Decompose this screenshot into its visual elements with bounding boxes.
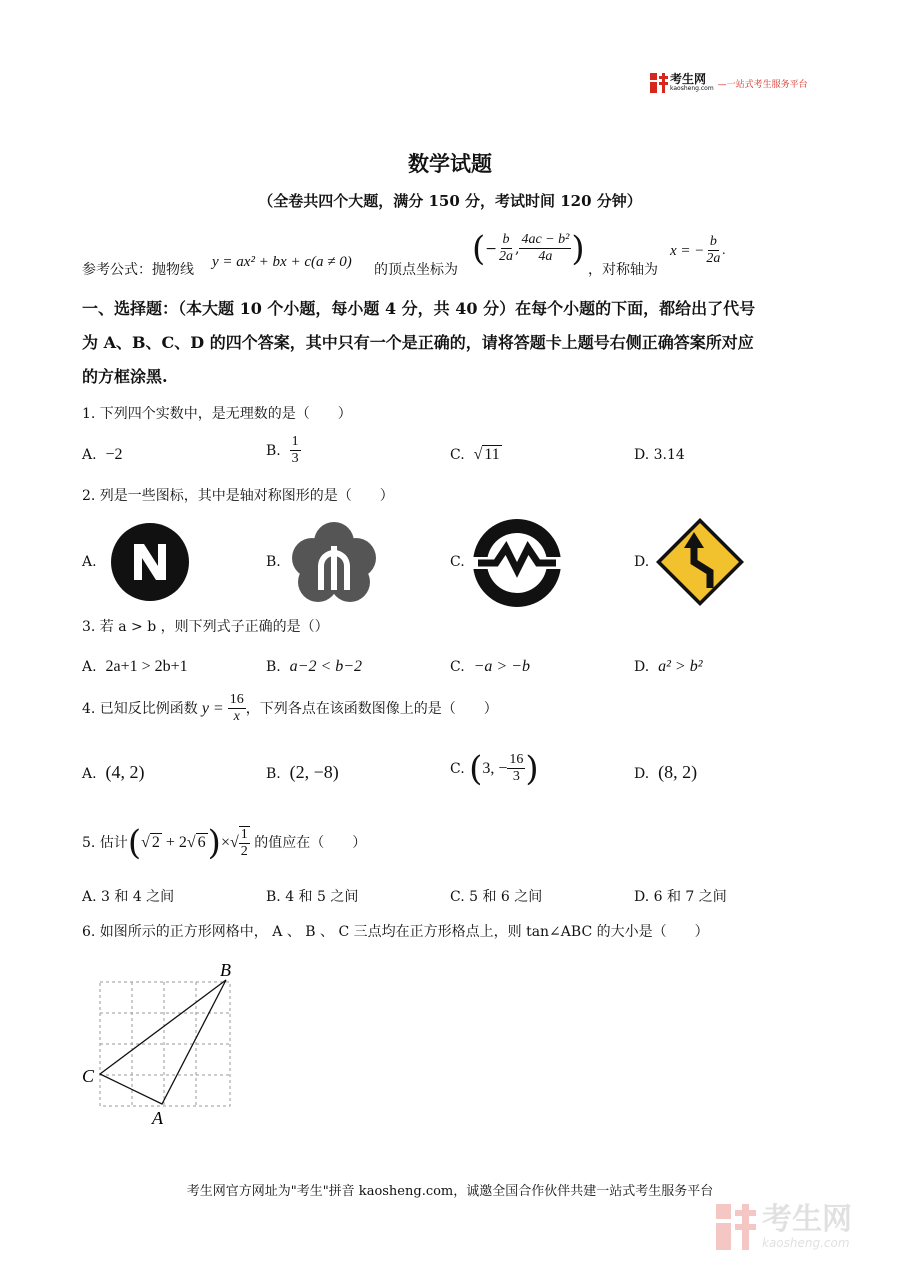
q3-option-d[interactable]: D. a² > b²	[634, 658, 703, 675]
grid-triangle-figure	[80, 958, 250, 1130]
q4-option-d[interactable]: D. (8, 2)	[634, 762, 698, 782]
page-title: 数学试题	[408, 151, 492, 176]
q4-option-b[interactable]: B. (2, −8)	[266, 762, 339, 782]
header-logo	[650, 72, 808, 94]
q5-option-b[interactable]: B. 4 和 5 之间	[266, 889, 359, 905]
metro-logo-icon	[472, 518, 562, 608]
q1-option-a[interactable]: A. −2	[82, 446, 123, 463]
formula-sym-text: ，对称轴为	[588, 262, 658, 278]
formula-vertex: ( − $\frac{b}{2a}$ , $\frac{\text{4ac − b²}}{4a}$ )	[472, 228, 585, 269]
formula-equation: y = ax² + bx + c(a ≠ 0)	[212, 254, 352, 270]
section1-instructions: 一、选择题：（本大题 10 个小题，每小题 4 分，共 40 分）在每个小题的下面，都给出了代号 为 A、B、C、D 的四个答案，其中只有一个是正确的，请将答题卡上题号右侧正确答案所对应 的方框涂黑.	[82, 299, 756, 386]
q2-option-c[interactable]: C.	[450, 554, 465, 570]
winding-road-sign-icon	[654, 516, 746, 608]
q1-option-b[interactable]: B. $\frac{1}{3}$	[266, 434, 299, 466]
n-circle-icon	[110, 522, 190, 602]
q6-stem: 6. 如图所示的正方形网格中， A 、 B 、 C 三点均在正方形格点上，则 tan∠ABC 的大小是（ ）	[82, 924, 709, 940]
brand-name: 考生网	[670, 72, 707, 86]
railway-flower-icon	[290, 520, 378, 604]
vertex-label-a: A	[152, 1108, 163, 1128]
watermark-domain: kaosheng.com	[762, 1236, 850, 1250]
q2-option-b[interactable]: B.	[266, 554, 281, 570]
formula-mid: 的顶点坐标为	[374, 262, 458, 278]
reference-formula	[82, 228, 842, 280]
formula-prefix: 参考公式：抛物线	[82, 262, 194, 278]
q4-stem: 4. 已知反比例函数 y = $\frac{16}{x}$ ，下列各点在该函数图像上的是（ ）	[82, 692, 498, 724]
page-subtitle: （全卷共四个大题，满分 150 分，考试时间 120 分钟）	[258, 192, 642, 210]
brand-domain: kaosheng.com	[670, 85, 714, 92]
q2-option-d[interactable]: D.	[634, 554, 650, 570]
brand-slogan: —一站式考生服务平台	[717, 79, 808, 90]
vertex-label-b: B	[220, 960, 231, 980]
watermark	[716, 1204, 852, 1250]
q3-option-c[interactable]: C. −a > −b	[450, 658, 530, 675]
q3-option-b[interactable]: B. a−2 < b−2	[266, 658, 363, 675]
q5-stem: 5. 估计 ( √ 2 + 2√ 6 ) ×√ $\frac{1}{2}$ 的值应在（ ）	[82, 823, 367, 863]
q1-option-d[interactable]: D. 3.14	[634, 447, 685, 463]
q5-option-a[interactable]: A. 3 和 4 之间	[82, 889, 175, 905]
q3-stem: 3. 若 a > b ，则下列式子正确的是（）	[82, 619, 329, 635]
q2-stem: 2. 列是一些图标，其中是轴对称图形的是（ ）	[82, 488, 394, 504]
q1-option-c[interactable]: C. √ 11	[450, 446, 500, 463]
formula-axis: x = − $\frac{b}{2a}$ .	[670, 234, 726, 266]
watermark-logo-icon	[716, 1204, 756, 1250]
watermark-name: 考生网	[762, 1202, 852, 1237]
footer-text: 考生网官方网址为"考生"拼音 kaosheng.com，诚邀全国合作伙伴共建一站式考生服务平台	[186, 1184, 714, 1199]
q4-option-a[interactable]: A. (4, 2)	[82, 762, 145, 782]
brand-logo-icon	[650, 73, 668, 93]
q3-option-a[interactable]: A. 2a+1 > 2b+1	[82, 658, 188, 675]
q2-option-a[interactable]: A.	[82, 554, 97, 570]
q5-option-d[interactable]: D. 6 和 7 之间	[634, 889, 727, 905]
q1-stem: 1. 下列四个实数中，是无理数的是（ ）	[82, 406, 352, 422]
q5-option-c[interactable]: C. 5 和 6 之间	[450, 889, 543, 905]
vertex-label-c: C	[82, 1066, 95, 1086]
q4-option-c[interactable]: C. ( 3, − $\frac{16}{3}$ )	[450, 748, 539, 789]
